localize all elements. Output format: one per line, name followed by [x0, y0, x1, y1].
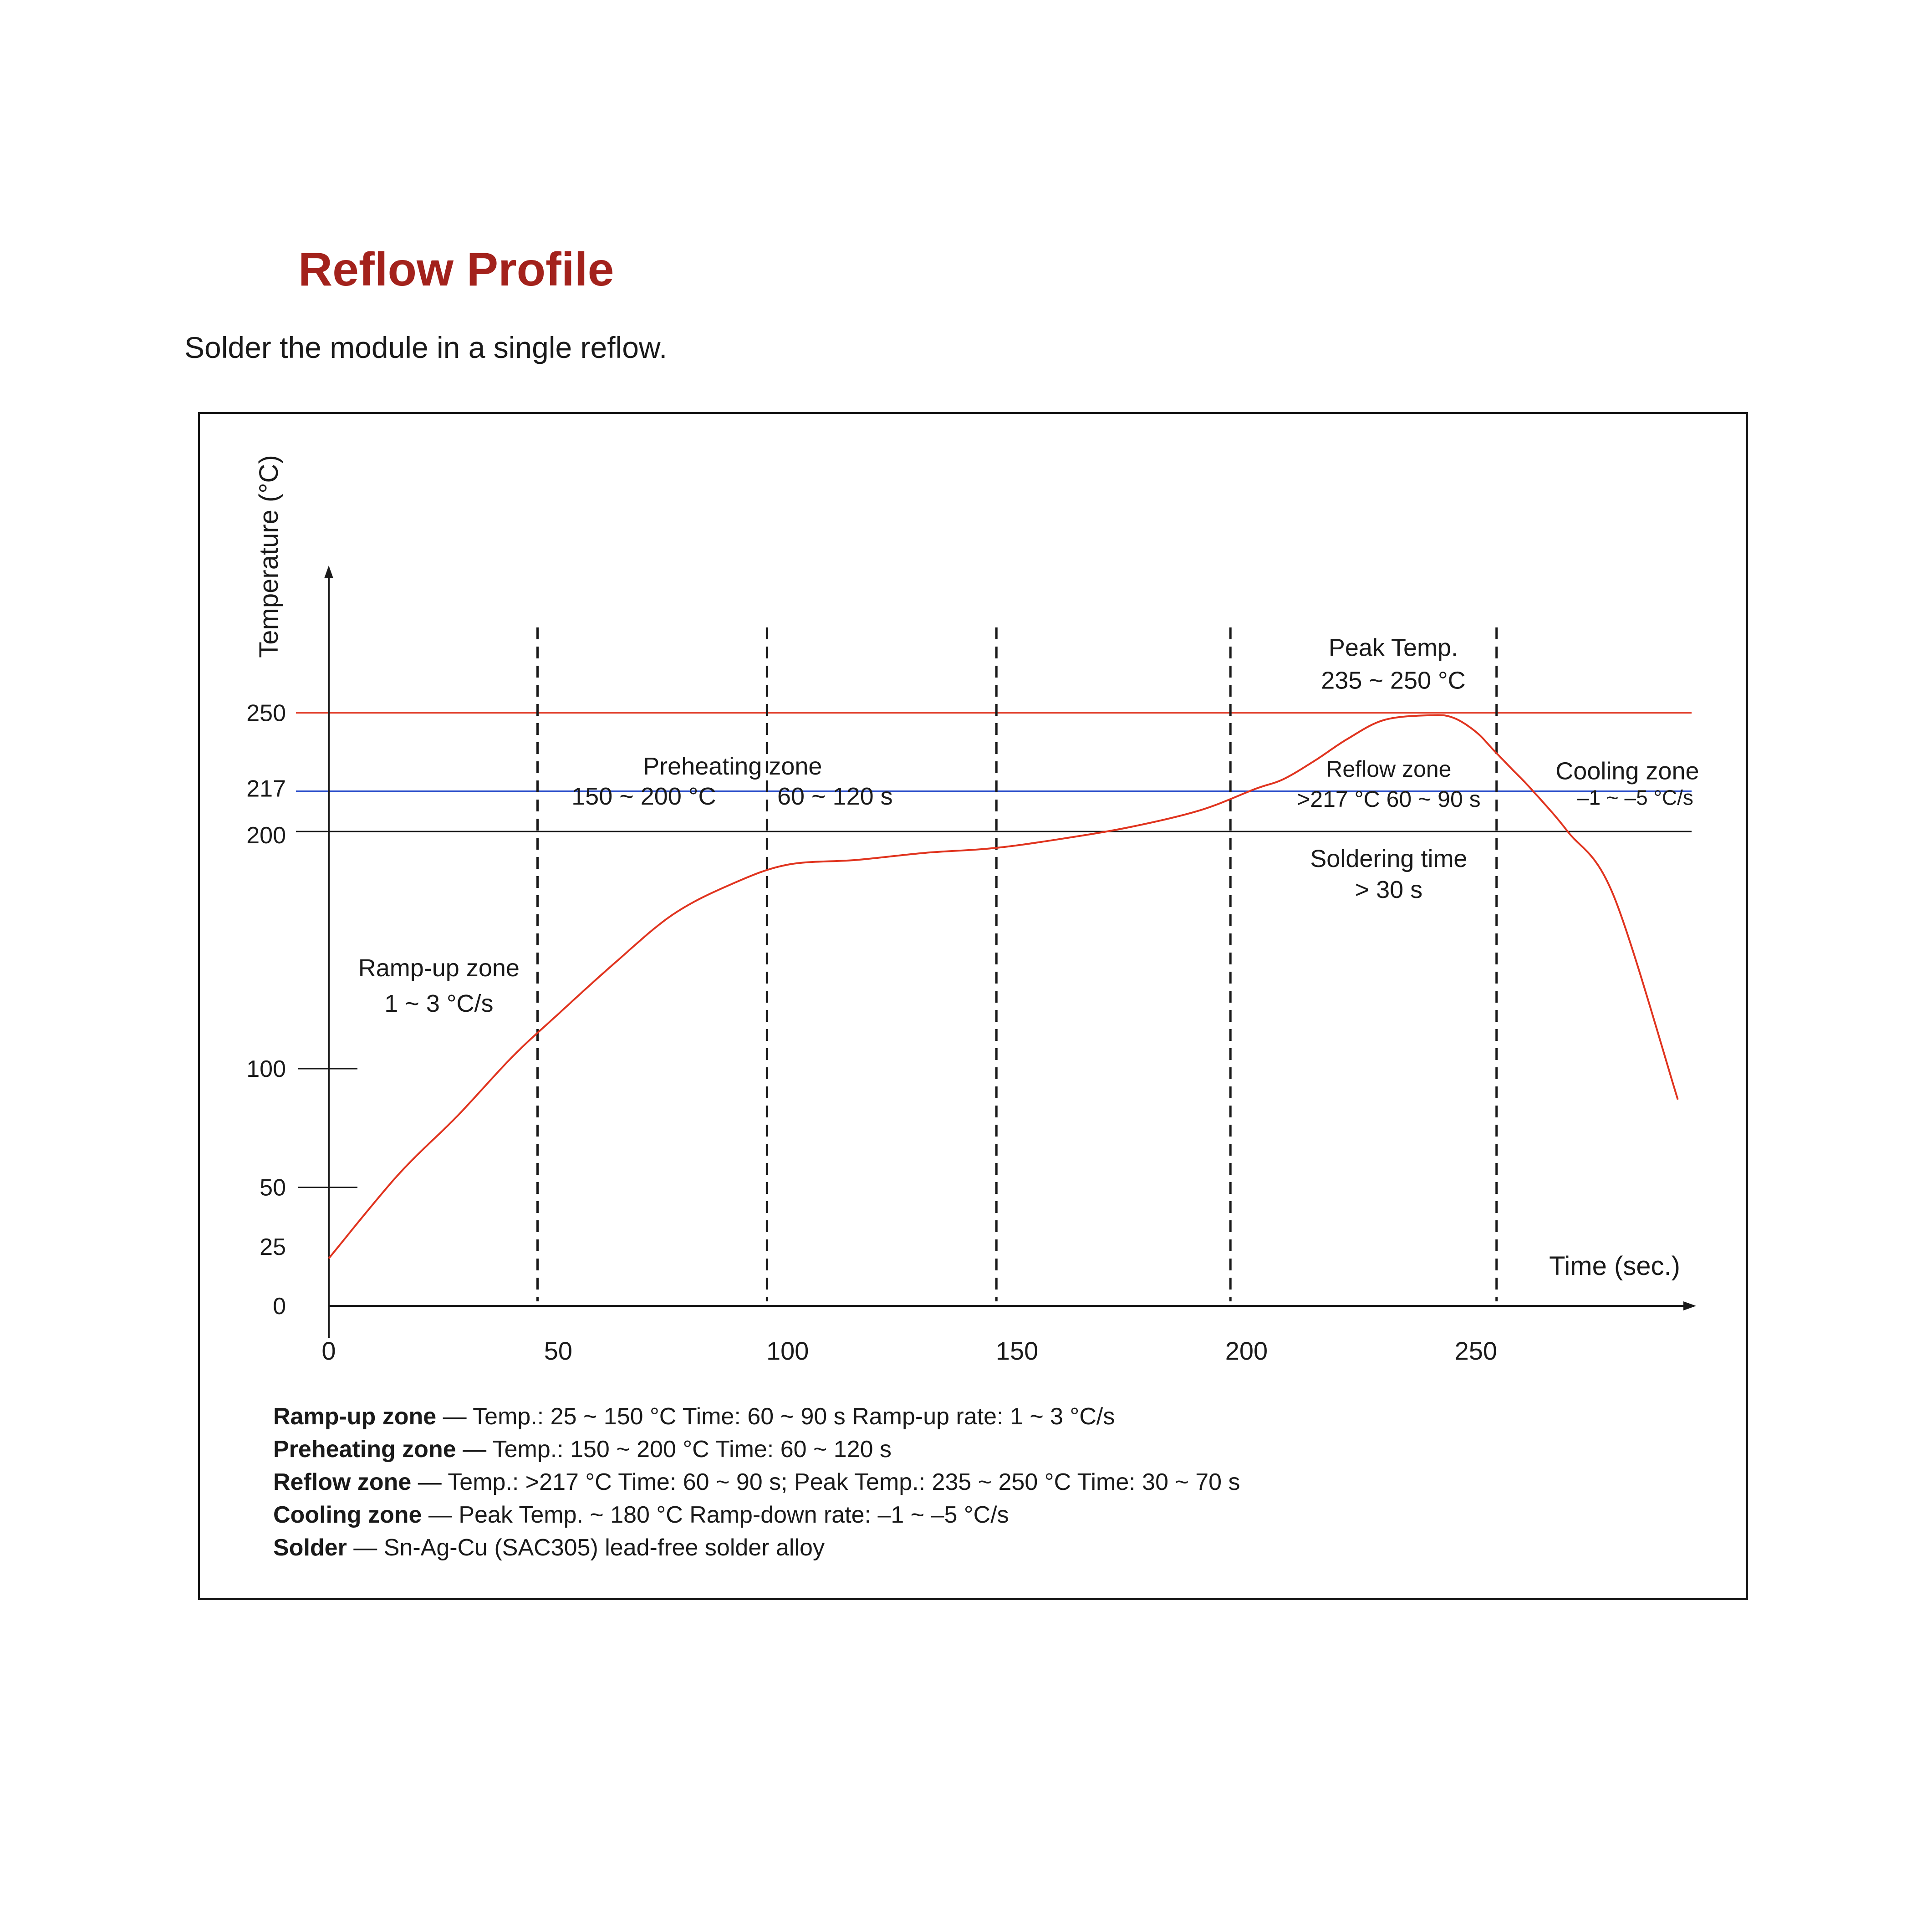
- x-tick-label-250: 250: [1454, 1336, 1498, 1365]
- annotation-cooling-line-2: –1 ~ –5 °C/s: [1577, 785, 1693, 810]
- annotation-soldering-time-line-1: Soldering time: [1310, 845, 1468, 873]
- x-tick-label-150: 150: [995, 1336, 1039, 1365]
- note-cooling: [273, 1499, 1240, 1531]
- y-tick-label-100: 100: [246, 1056, 286, 1083]
- notes: [273, 1400, 1240, 1564]
- note-text: — Temp.: >217 °C Time: 60 ~ 90 s; Peak Temp.: 235 ~ 250 °C Time: 30 ~ 70 s: [411, 1469, 1240, 1495]
- x-tick-label-200: 200: [1225, 1336, 1268, 1365]
- note-text: — Temp.: 150 ~ 200 °C Time: 60 ~ 120 s: [456, 1436, 892, 1463]
- note-reflow: [273, 1466, 1240, 1499]
- y-tick-label-200: 200: [246, 822, 286, 849]
- x-tick-label-0: 0: [321, 1336, 336, 1365]
- note-label: Reflow zone: [273, 1469, 412, 1495]
- annotation-cooling-line-1: Cooling zone: [1555, 757, 1699, 785]
- page-title: Reflow Profile: [298, 243, 614, 296]
- x-axis-arrow: [1683, 1301, 1696, 1310]
- annotation-preheating-temp: 150 ~ 200 °C: [571, 783, 716, 811]
- x-tick-label-100: 100: [766, 1336, 809, 1365]
- note-label: Cooling zone: [273, 1502, 422, 1528]
- x-axis-label: Time (sec.): [1549, 1251, 1680, 1281]
- note-text: — Peak Temp. ~ 180 °C Ramp-down rate: –1 ~ –5 °C/s: [422, 1502, 1009, 1528]
- y-axis-arrow: [324, 566, 333, 578]
- y-axis-label: Temperature (°C): [254, 455, 284, 658]
- annotation-reflow-line-1: Reflow zone: [1326, 756, 1452, 782]
- note-label: Solder: [273, 1534, 347, 1561]
- annotation-ramp-up-line-2: 1 ~ 3 °C/s: [384, 989, 494, 1017]
- note-label: Ramp-up zone: [273, 1403, 437, 1430]
- y-tick-label-25: 25: [260, 1234, 286, 1260]
- x-tick-label-50: 50: [544, 1336, 573, 1365]
- note-solder: [273, 1531, 1240, 1564]
- annotation-soldering-time-line-2: > 30 s: [1355, 876, 1423, 904]
- note-ramp-up: [273, 1400, 1240, 1433]
- note-label: Preheating zone: [273, 1436, 456, 1463]
- note-text: — Temp.: 25 ~ 150 °C Time: 60 ~ 90 s Ramp-up rate: 1 ~ 3 °C/s: [436, 1403, 1115, 1430]
- annotation-peak-line-1: Peak Temp.: [1328, 634, 1458, 662]
- y-tick-label-50: 50: [260, 1174, 286, 1201]
- annotation-reflow-line-2: >217 °C 60 ~ 90 s: [1297, 786, 1481, 812]
- page-subtitle: Solder the module in a single reflow.: [184, 331, 668, 364]
- annotation-preheating-time: 60 ~ 120 s: [777, 783, 893, 811]
- annotation-preheating-title: Preheating zone: [643, 753, 822, 780]
- y-tick-label-0: 0: [273, 1293, 286, 1320]
- y-tick-label-217: 217: [246, 775, 286, 802]
- note-preheating: [273, 1433, 1240, 1466]
- annotation-ramp-up-line-1: Ramp-up zone: [358, 954, 520, 982]
- annotation-peak-line-2: 235 ~ 250 °C: [1321, 667, 1466, 694]
- y-tick-label-250: 250: [246, 700, 286, 727]
- note-text: — Sn-Ag-Cu (SAC305) lead-free solder alloy: [347, 1534, 825, 1561]
